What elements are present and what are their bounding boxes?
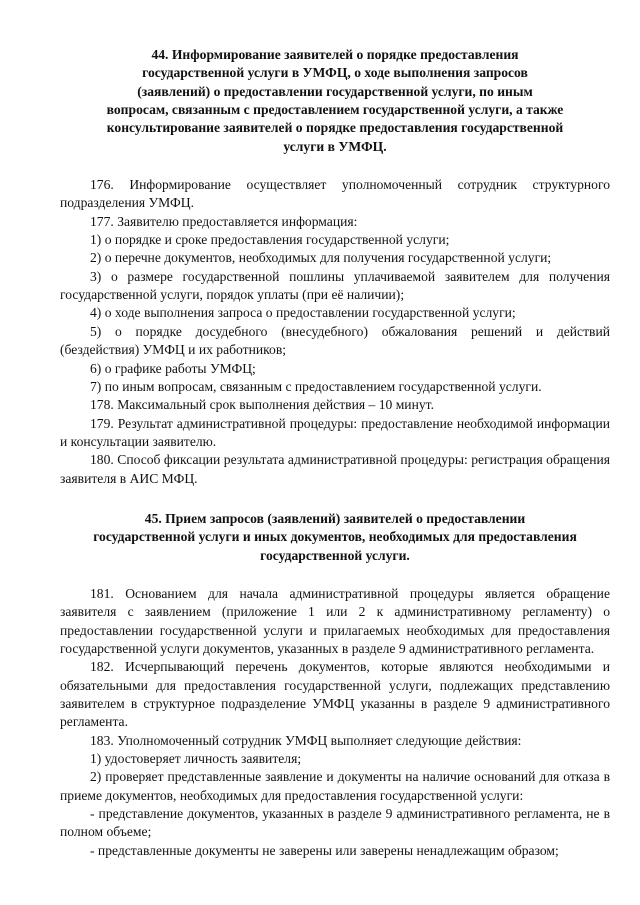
heading-line: вопросам, связанным с предоставлением государственной услуги, а также <box>106 102 564 118</box>
paragraph-183: 183. Уполномоченный сотрудник УМФЦ выполняет следующие действия: <box>90 732 522 748</box>
section-44-body <box>60 176 610 488</box>
list-item: 6) о графике работы УМФЦ; <box>90 360 256 376</box>
list-item: 2) о перечне документов, необходимых для получения государственной услуги; <box>90 250 552 266</box>
list-item: 1) удостоверяет личность заявителя; <box>90 751 302 767</box>
paragraph-176: 176. Информирование осуществляет уполномоченный сотрудник структурного подразделения УМФЦ. <box>60 177 610 211</box>
paragraph-180: 180. Способ фиксации результата административной процедуры: регистрация обращения заявителя в АИС МФЦ. <box>60 452 610 486</box>
heading-line: 44. Информирование заявителей о порядке предоставления <box>151 47 519 62</box>
list-item: 4) о ходе выполнения запроса о предоставлении государственной услуги; <box>90 305 516 321</box>
list-item: 2) проверяет представленные заявление и документы на наличие оснований для отказа в приеме документов, необходимых для предоставления государственной услуги: <box>60 769 610 803</box>
heading-line: государственной услуги в УМФЦ, о ходе выполнения запросов <box>142 65 528 81</box>
list-item: 3) о размере государственной пошлины уплачиваемой заявителем для получения государственной услуги, порядок уплаты (при её наличии); <box>60 268 610 303</box>
section-45-heading <box>60 510 610 565</box>
list-item: - представленные документы не заверены или заверены ненадлежащим образом; <box>90 842 559 858</box>
section-44-heading <box>60 46 610 156</box>
paragraph-177: 177. Заявителю предоставляется информация: <box>90 213 358 229</box>
paragraph-178: 178. Максимальный срок выполнения действия – 10 минут. <box>90 397 434 413</box>
spacer <box>60 565 610 585</box>
list-item: 7) по иным вопросам, связанным с предоставлением государственной услуги. <box>90 378 542 394</box>
heading-line: консультирование заявителей о порядке предоставления государственной <box>106 120 564 136</box>
heading-line: (заявлений) о предоставлении государственной услуги, по иным <box>137 83 533 99</box>
spacer <box>60 488 610 510</box>
list-item: - представление документов, указанных в разделе 9 административного регламента, не в полном объеме; <box>60 806 610 840</box>
heading-line: услуги в УМФЦ. <box>283 138 387 154</box>
section-45-body <box>60 585 610 860</box>
document-page <box>60 46 610 860</box>
list-item: 1) о порядке и сроке предоставления государственной услуги; <box>90 232 450 248</box>
paragraph-179: 179. Результат административной процедуры: предоставление необходимой информации и консультации заявителю. <box>60 415 610 449</box>
heading-line: государственной услуги и иных документов, необходимых для предоставления <box>93 529 577 545</box>
heading-line: 45. Прием запросов (заявлений) заявителей о предоставлении <box>144 510 526 526</box>
paragraph-181: 181. Основанием для начала административной процедуры является обращение заявителя с заявлением (приложение 1 или 2 к административному регламенту) о предоставлении государственной услуги и прилагаемых необходимых для предоставления государственной услуги документов, указанных в разделе 9 административного регламента. <box>60 585 610 656</box>
list-item: 5) о порядке досудебного (внесудебного) обжалования решений и действий (бездействия) УМФЦ и их работников; <box>60 323 610 358</box>
heading-line: государственной услуги. <box>260 547 410 563</box>
paragraph-182: 182. Исчерпывающий перечень документов, которые являются необходимыми и обязательными для предоставления государственной услуги, подлежащих представлению заявителем в структурное подразделение УМФЦ указанны в разделе 9 административного регламента. <box>60 659 610 730</box>
spacer <box>60 156 610 176</box>
